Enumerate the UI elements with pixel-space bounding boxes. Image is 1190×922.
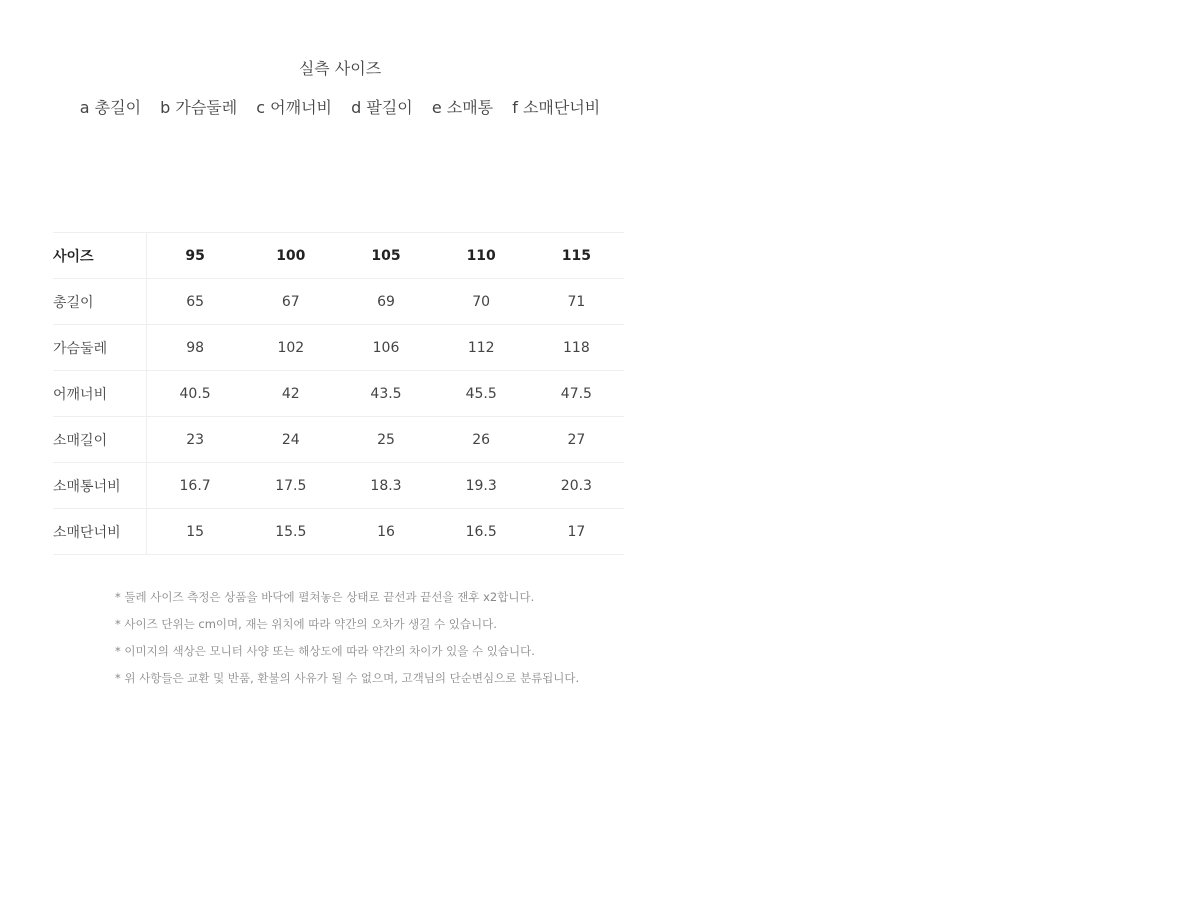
table-cell: 16: [338, 509, 433, 555]
table-cell: 15.5: [243, 509, 338, 555]
row-label: 어깨너비: [53, 371, 147, 417]
legend-item-b: b 가슴둘레: [160, 98, 238, 117]
table-cell: 118: [529, 325, 624, 371]
size-table: [53, 232, 624, 555]
row-label: 소매단너비: [53, 509, 147, 555]
header-size: 115: [529, 233, 624, 279]
table-cell: 26: [434, 417, 529, 463]
row-label: 총길이: [53, 279, 147, 325]
table-cell: 16.5: [434, 509, 529, 555]
notes-block: [115, 584, 579, 692]
table-cell: 70: [434, 279, 529, 325]
table-cell: 20.3: [529, 463, 624, 509]
table-row: [53, 325, 624, 371]
legend-item-a: a 총길이: [79, 98, 142, 117]
table-row: [53, 417, 624, 463]
row-label: 가슴둘레: [53, 325, 147, 371]
legend-item-f: f 소매단너비: [512, 98, 601, 117]
table-cell: 67: [243, 279, 338, 325]
table-cell: 24: [243, 417, 338, 463]
table-cell: 17.5: [243, 463, 338, 509]
table-cell: 27: [529, 417, 624, 463]
header-size: 95: [147, 233, 244, 279]
header-label: 사이즈: [53, 233, 147, 279]
table-cell: 112: [434, 325, 529, 371]
table-cell: 42: [243, 371, 338, 417]
table-cell: 45.5: [434, 371, 529, 417]
table-cell: 71: [529, 279, 624, 325]
note-line: * 위 사항들은 교환 및 반품, 환불의 사유가 될 수 없으며, 고객님의 단순변심으로 분류됩니다.: [115, 671, 580, 685]
page-title: 실측 사이즈: [298, 59, 382, 78]
table-header-row: [53, 233, 624, 279]
legend-item-c: c 어깨너비: [256, 98, 333, 117]
table-cell: 23: [147, 417, 244, 463]
table-cell: 40.5: [147, 371, 244, 417]
header-size: 100: [243, 233, 338, 279]
table-cell: 106: [338, 325, 433, 371]
table-cell: 69: [338, 279, 433, 325]
table-cell: 19.3: [434, 463, 529, 509]
table-cell: 25: [338, 417, 433, 463]
row-label: 소매통너비: [53, 463, 147, 509]
table-cell: 102: [243, 325, 338, 371]
table-cell: 16.7: [147, 463, 244, 509]
note-line: * 둘레 사이즈 측정은 상품을 바닥에 펼쳐놓은 상태로 끝선과 끝선을 잰후 x2합니다.: [115, 590, 535, 604]
header-size: 110: [434, 233, 529, 279]
legend-item-d: d 팔길이: [351, 98, 413, 117]
legend-item-e: e 소매통: [431, 98, 494, 117]
note-line: * 이미지의 색상은 모니터 사양 또는 해상도에 따라 약간의 차이가 있을 수 있습니다.: [115, 644, 535, 658]
table-row: [53, 371, 624, 417]
table-cell: 43.5: [338, 371, 433, 417]
measurement-legend: [0, 95, 680, 118]
table-row: [53, 279, 624, 325]
table-cell: 18.3: [338, 463, 433, 509]
table-cell: 47.5: [529, 371, 624, 417]
table-cell: 98: [147, 325, 244, 371]
table-row: [53, 463, 624, 509]
header-size: 105: [338, 233, 433, 279]
note-line: * 사이즈 단위는 cm이며, 재는 위치에 따라 약간의 오차가 생길 수 있습니다.: [115, 617, 497, 631]
table-row: [53, 509, 624, 555]
table-cell: 15: [147, 509, 244, 555]
table-cell: 17: [529, 509, 624, 555]
table-cell: 65: [147, 279, 244, 325]
row-label: 소매길이: [53, 417, 147, 463]
